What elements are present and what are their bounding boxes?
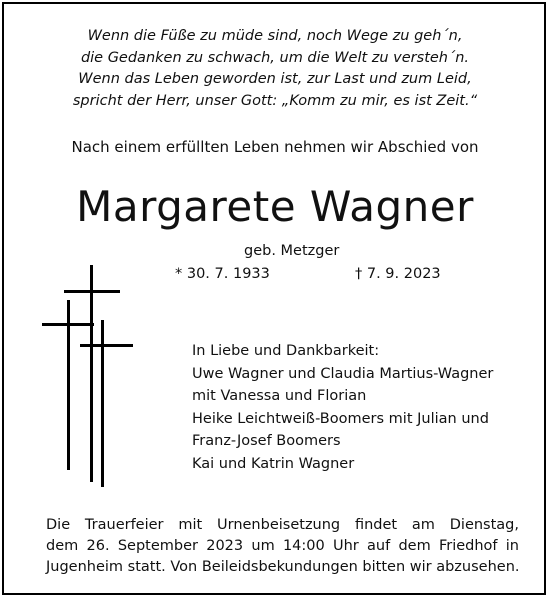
birth-date: * 30. 7. 1933 [175,266,270,282]
mourner-line: Kai und Katrin Wagner [192,455,355,472]
cross-right-horizontal [80,344,133,347]
cross-middle-horizontal [64,290,120,293]
poem-line: Wenn das Leben geworden ist, zur Last und zum Leid, [78,71,472,87]
notice-line: Jugenheim statt. Von Beileidsbekundungen bitten wir abzusehen. [46,559,520,575]
cross-left-horizontal [42,323,94,326]
notice-line: dem 26. September 2023 um 14:00 Uhr auf dem Friedhof in [46,538,519,554]
deceased-name: Margarete Wagner [76,182,474,231]
cross-middle-vertical [90,265,93,482]
mourners-heading: In Liebe und Dankbarkeit: [192,343,380,359]
funeral-notice [46,515,519,578]
notice-line: Die Trauerfeier mit Urnenbeisetzung findet am Dienstag, [46,517,519,533]
farewell-intro: Nach einem erfüllten Leben nehmen wir Abschied von [71,138,479,156]
mourners [192,340,493,475]
mourner-line: Uwe Wagner und Claudia Martius-Wagner [192,365,494,382]
death-date: † 7. 9. 2023 [355,266,441,282]
poem-line: spricht der Herr, unser Gott: „Komm zu mir, es ist Zeit.“ [72,92,478,109]
mourner-line: mit Vanessa und Florian [192,388,367,404]
mourner-line: Heike Leichtweiß-Boomers mit Julian und [192,410,489,427]
poem-line: Wenn die Füße zu müde sind, noch Wege zu geh´n, [87,28,463,44]
poem-line: die Gedanken zu schwach, um die Welt zu versteh´n. [80,49,470,66]
birth-name: geb. Metzger [244,243,340,259]
mourner-line: Franz-Josef Boomers [192,433,341,449]
